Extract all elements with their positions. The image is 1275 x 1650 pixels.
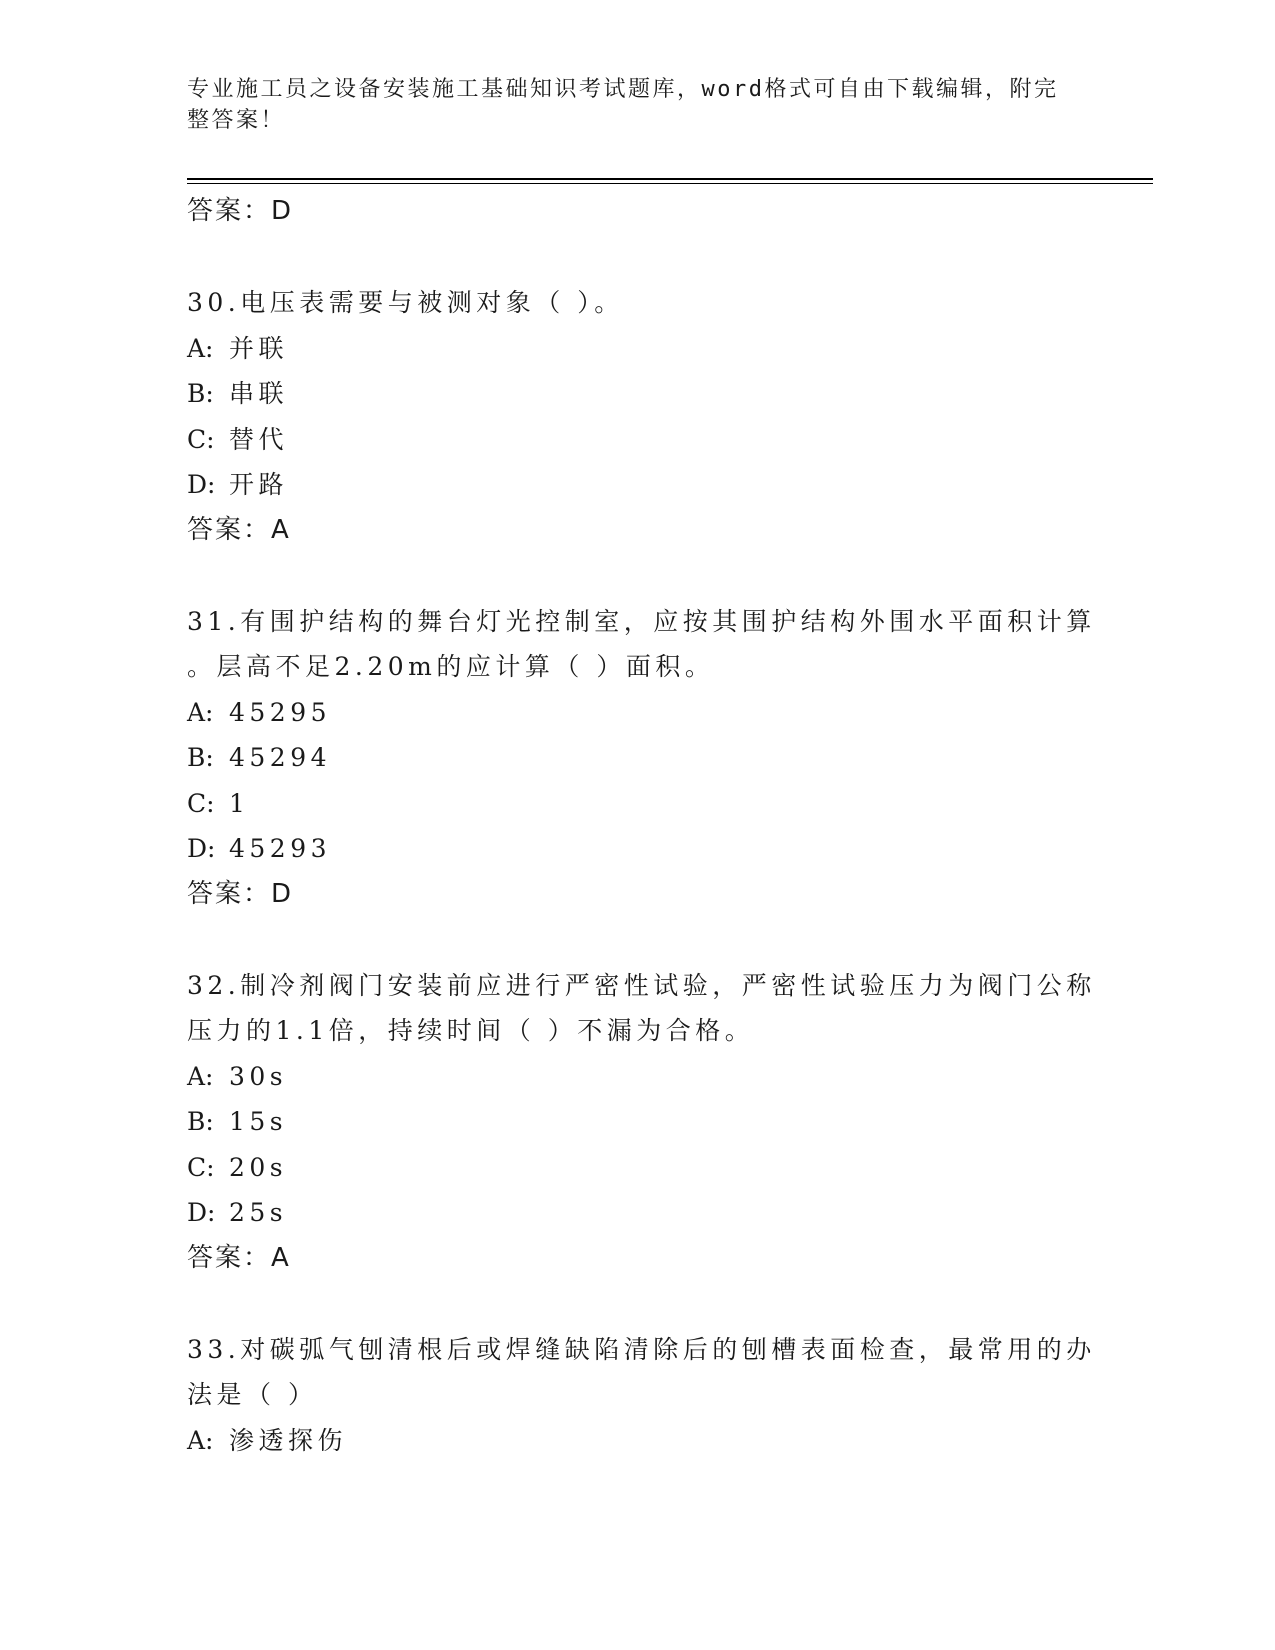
spacer <box>187 917 1087 963</box>
answer: 答案：D <box>187 878 294 909</box>
option-a <box>187 1054 1087 1100</box>
option-d <box>187 826 1087 872</box>
question-text-cont: 法是（ ） <box>187 1380 318 1409</box>
option-key: D: <box>187 470 216 499</box>
option-a <box>187 1418 1087 1464</box>
option-text: 20s <box>229 1152 288 1182</box>
header-line-2: 整答案！ <box>187 108 286 133</box>
option-key: A: <box>187 1061 214 1091</box>
option-key: B: <box>187 1107 214 1136</box>
option-key: C: <box>187 788 215 818</box>
header-rule-thin <box>187 183 1153 184</box>
option-text: 并联 <box>229 333 289 363</box>
option-c <box>187 781 1087 827</box>
option-a <box>187 326 1087 372</box>
option-d <box>187 1190 1087 1236</box>
option-key: A: <box>187 1425 214 1455</box>
question-30 <box>187 280 1087 553</box>
option-text: 45295 <box>229 697 332 727</box>
option-text: 渗透探伤 <box>229 1425 348 1455</box>
option-b <box>187 371 1087 417</box>
question-text-cont: 压力的1.1倍，持续时间（ ）不漏为合格。 <box>187 1016 755 1045</box>
option-text: 15s <box>229 1107 288 1136</box>
page-header <box>187 74 1067 136</box>
option-key: B: <box>187 743 214 772</box>
option-text: 串联 <box>229 379 289 408</box>
option-text: 25s <box>229 1198 288 1227</box>
question-32 <box>187 963 1096 1282</box>
option-d <box>187 462 1087 508</box>
option-text: 45293 <box>229 834 332 863</box>
option-b <box>187 735 1087 781</box>
question-31 <box>187 599 1096 918</box>
answer: 答案：A <box>187 1242 291 1273</box>
option-key: B: <box>187 379 214 408</box>
option-key: D: <box>187 1198 216 1227</box>
question-text: 31.有围护结构的舞台灯光控制室，应按其围护结构外围水平面积计算 <box>187 606 1096 636</box>
previous-answer: 答案：D <box>187 196 294 226</box>
spacer <box>187 553 1087 599</box>
option-c <box>187 417 1087 463</box>
spacer <box>187 1281 1087 1327</box>
option-key: A: <box>187 697 214 727</box>
header-line-1: 专业施工员之设备安装施工基础知识考试题库，word格式可自由下载编辑，附完 <box>187 77 1059 102</box>
option-key: C: <box>187 424 215 454</box>
question-text: 30.电压表需要与被测对象（ ）。 <box>187 288 624 317</box>
answer: 答案：A <box>187 514 291 545</box>
option-key: A: <box>187 333 214 363</box>
option-b <box>187 1099 1087 1145</box>
option-text: 30s <box>229 1061 288 1091</box>
option-key: C: <box>187 1152 215 1182</box>
option-text: 开路 <box>229 470 289 499</box>
option-key: D: <box>187 834 216 863</box>
question-33 <box>187 1327 1096 1464</box>
option-text: 45294 <box>229 743 332 772</box>
spacer <box>187 235 1087 281</box>
option-c <box>187 1145 1087 1191</box>
option-text: 替代 <box>229 424 289 454</box>
question-text: 32.制冷剂阀门安装前应进行严密性试验，严密性试验压力为阀门公称 <box>187 970 1096 1000</box>
question-text: 33.对碳弧气刨清根后或焊缝缺陷清除后的刨槽表面检查，最常用的办 <box>187 1334 1096 1364</box>
header-rule-thick <box>187 178 1153 180</box>
question-text-cont: 。层高不足2.20m的应计算（ ）面积。 <box>187 652 715 681</box>
option-a <box>187 690 1087 736</box>
question-list <box>187 189 1096 1463</box>
option-text: 1 <box>229 788 250 818</box>
